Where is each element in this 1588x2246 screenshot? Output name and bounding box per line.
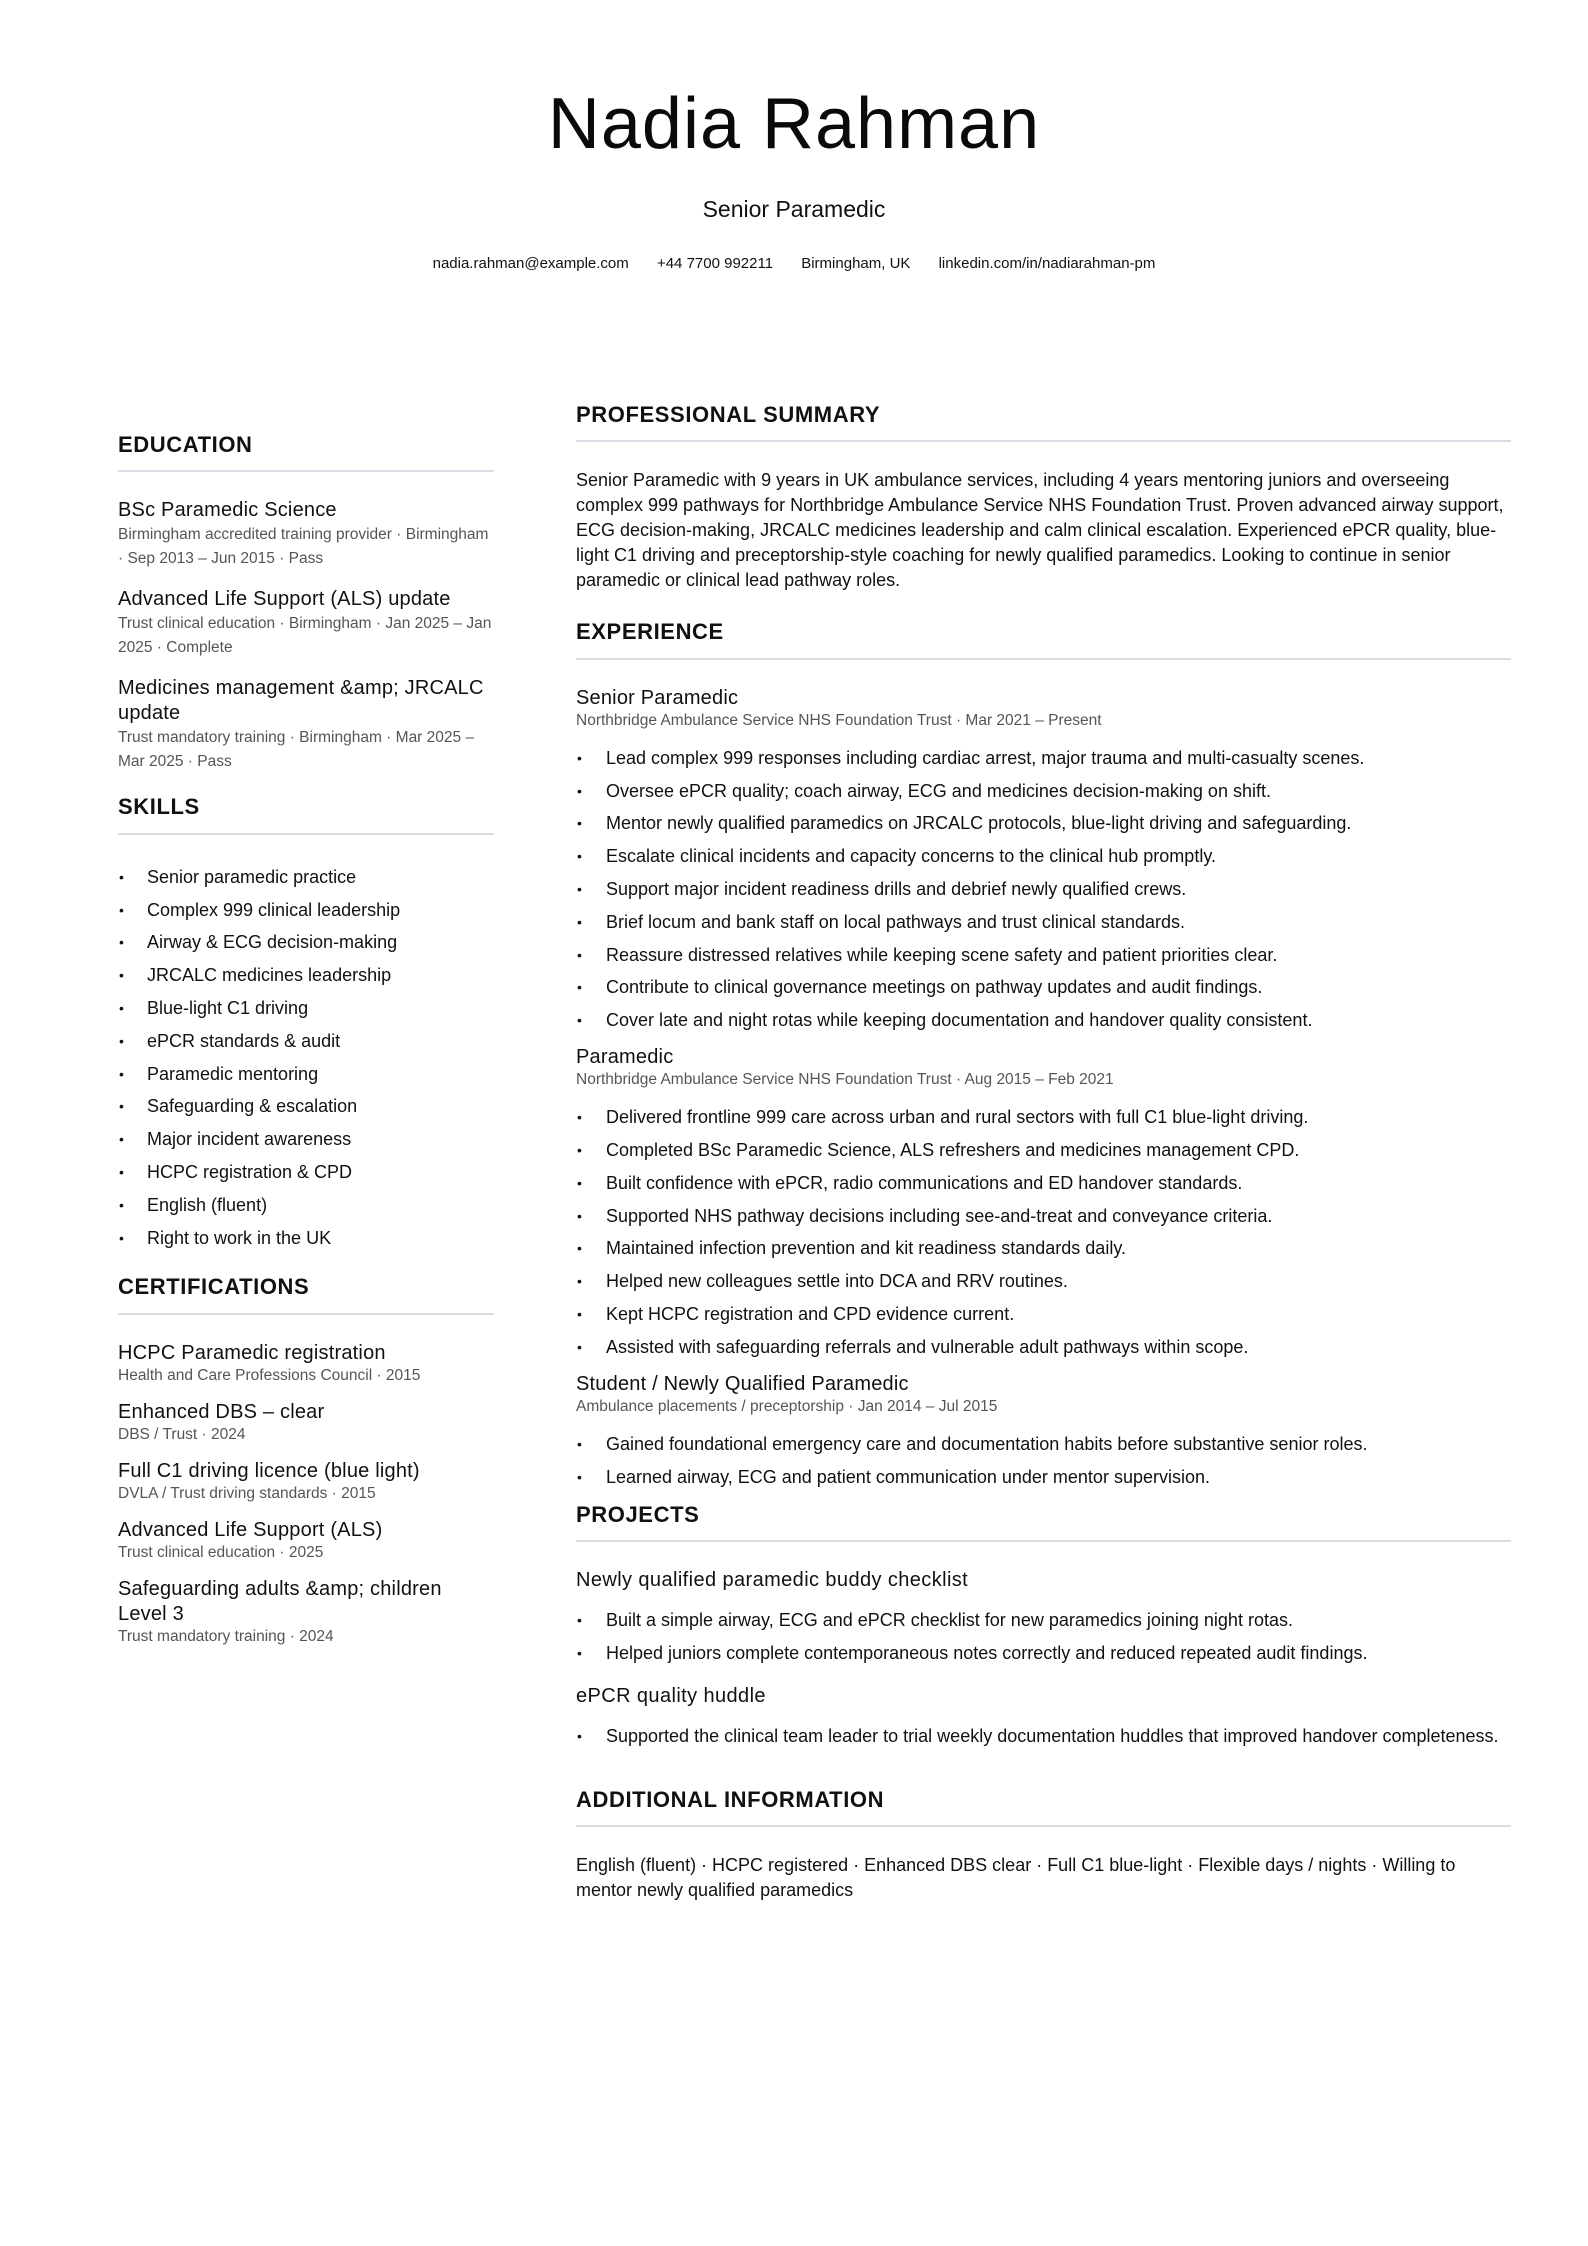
bullet-item: • Delivered frontline 999 care across urban and rural sectors with full C1 blue-light driving. — [576, 1105, 1511, 1130]
job-title: Student / Newly Qualified Paramedic — [576, 1372, 909, 1395]
bullet-item: • Completed BSc Paramedic Science, ALS refreshers and medicines management CPD. — [576, 1138, 1511, 1163]
additional-text: English (fluent) · HCPC registered · Enhanced DBS clear · Full C1 blue-light · Flexible days / nights · Willing to mentor newly qualified paramedics — [576, 1855, 1456, 1901]
skill-item: • ePCR standards & audit — [118, 1025, 494, 1058]
section-heading-projects: PROJECTS — [576, 1502, 1511, 1542]
skill-item: • Paramedic mentoring — [118, 1058, 494, 1091]
education-meta: Birmingham accredited training provider · Birmingham · Sep 2013 – Jun 2015 · Pass — [118, 526, 489, 568]
certification-item — [118, 1459, 494, 1504]
education-title: Advanced Life Support (ALS) update — [118, 588, 451, 611]
skills-section — [118, 794, 494, 1254]
summary-section — [576, 402, 1511, 593]
certification-meta: DVLA / Trust driving standards · 2015 — [118, 1484, 376, 1502]
contact-email[interactable]: nadia.rahman@example.com — [432, 255, 629, 272]
skill-item: • Major incident awareness — [118, 1123, 494, 1156]
certification-meta: Trust clinical education · 2025 — [118, 1543, 324, 1561]
bullet-item: • Supported the clinical team leader to trial weekly documentation huddles that improved handover completeness. — [576, 1724, 1511, 1749]
projects-section — [576, 1502, 1511, 1749]
skills-list — [118, 861, 494, 1255]
experience-section — [576, 619, 1511, 1489]
section-heading-summary: PROFESSIONAL SUMMARY — [576, 402, 1511, 442]
certification-item — [118, 1400, 494, 1445]
bullet-item: • Contribute to clinical governance meetings on pathway updates and audit findings. — [576, 975, 1511, 1000]
bullet-item: • Cover late and night rotas while keeping documentation and handover quality consistent. — [576, 1008, 1511, 1033]
certification-meta: Health and Care Professions Council · 2015 — [118, 1366, 421, 1384]
skill-item: • JRCALC medicines leadership — [118, 959, 494, 992]
project-entry — [576, 1568, 1511, 1666]
certification-title: Safeguarding adults &amp; children Level 3 — [118, 1577, 442, 1625]
certification-title: HCPC Paramedic registration — [118, 1341, 386, 1364]
education-item — [118, 676, 494, 774]
education-meta: Trust mandatory training · Birmingham · Mar 2025 – Mar 2025 · Pass — [118, 729, 475, 771]
section-heading-education: EDUCATION — [118, 432, 494, 472]
job-meta: Ambulance placements / preceptorship · Jan 2014 – Jul 2015 — [576, 1397, 998, 1415]
job-title: Paramedic — [576, 1046, 674, 1069]
bullet-item: • Support major incident readiness drills and debrief newly qualified crews. — [576, 877, 1511, 902]
certification-title: Full C1 driving licence (blue light) — [118, 1459, 420, 1482]
education-meta: Trust clinical education · Birmingham · Jan 2025 – Jan 2025 · Complete — [118, 615, 492, 657]
job-entry — [576, 1372, 1511, 1490]
certifications-section — [118, 1274, 494, 1646]
candidate-name: Nadia Rahman — [547, 84, 1041, 164]
bullet-item: • Maintained infection prevention and kit readiness standards daily. — [576, 1236, 1511, 1261]
contact-linkedin[interactable]: linkedin.com/in/nadiarahman-pm — [938, 255, 1156, 272]
education-item — [118, 498, 494, 571]
job-entry — [576, 686, 1511, 1033]
bullet-item: • Learned airway, ECG and patient communication under mentor supervision. — [576, 1465, 1511, 1490]
certification-title: Advanced Life Support (ALS) — [118, 1518, 383, 1541]
bullet-item: • Reassure distressed relatives while keeping scene safety and patient priorities clear. — [576, 943, 1511, 968]
bullet-item: • Escalate clinical incidents and capacity concerns to the clinical hub promptly. — [576, 844, 1511, 869]
bullet-item: • Built confidence with ePCR, radio communications and ED handover standards. — [576, 1171, 1511, 1196]
education-section — [118, 432, 494, 774]
job-bullets — [576, 1105, 1511, 1360]
job-entry — [576, 1045, 1511, 1360]
left-column — [118, 432, 494, 1667]
job-title: Senior Paramedic — [576, 686, 739, 709]
skill-item: • English (fluent) — [118, 1189, 494, 1222]
bullet-item: • Mentor newly qualified paramedics on JRCALC protocols, blue-light driving and safeguarding. — [576, 811, 1511, 836]
bullet-item: • Brief locum and bank staff on local pathways and trust clinical standards. — [576, 910, 1511, 935]
bullet-item: • Helped juniors complete contemporaneous notes correctly and reduced repeated audit findings. — [576, 1641, 1511, 1666]
skill-item: • Right to work in the UK — [118, 1222, 494, 1255]
certification-item — [118, 1341, 494, 1386]
education-item — [118, 587, 494, 660]
certification-item — [118, 1577, 494, 1647]
candidate-title: Senior Paramedic — [702, 196, 886, 222]
job-bullets — [576, 1432, 1511, 1490]
education-title: BSc Paramedic Science — [118, 499, 337, 522]
education-title: Medicines management &amp; JRCALC update — [118, 677, 484, 725]
skill-item: • Senior paramedic practice — [118, 861, 494, 894]
section-heading-certifications: CERTIFICATIONS — [118, 1274, 494, 1314]
certification-meta: Trust mandatory training · 2024 — [118, 1627, 334, 1645]
bullet-item: • Kept HCPC registration and CPD evidence current. — [576, 1302, 1511, 1327]
additional-section — [576, 1787, 1511, 1903]
bullet-item: • Assisted with safeguarding referrals and vulnerable adult pathways within scope. — [576, 1335, 1511, 1360]
contact-location: Birmingham, UK — [801, 255, 911, 272]
bullet-item: • Gained foundational emergency care and documentation habits before substantive senior roles. — [576, 1432, 1511, 1457]
skill-item: • Safeguarding & escalation — [118, 1090, 494, 1123]
contact-phone[interactable]: +44 7700 992211 — [656, 255, 774, 272]
bullet-item: • Helped new colleagues settle into DCA and RRV routines. — [576, 1269, 1511, 1294]
project-bullets — [576, 1608, 1511, 1666]
section-heading-additional: ADDITIONAL INFORMATION — [576, 1787, 1511, 1827]
bullet-item: • Oversee ePCR quality; coach airway, ECG and medicines decision-making on shift. — [576, 779, 1511, 804]
project-entry — [576, 1684, 1511, 1749]
project-bullets — [576, 1724, 1511, 1749]
job-bullets — [576, 746, 1511, 1033]
certification-item — [118, 1518, 494, 1563]
skill-item: • Complex 999 clinical leadership — [118, 894, 494, 927]
skill-item: • Blue-light C1 driving — [118, 992, 494, 1025]
section-heading-skills: SKILLS — [118, 794, 494, 834]
certification-meta: DBS / Trust · 2024 — [118, 1425, 246, 1443]
summary-text: Senior Paramedic with 9 years in UK ambulance services, including 4 years mentoring juniors and overseeing complex 999 pathways for Northbridge Ambulance Service NHS Foundation Trust. Proven advanced airway support, ECG decision-making, JRCALC medicines leadership and calm clinical escalation. Experienced ePCR quality, blue-light C1 driving and preceptorship-style coaching for newly qualified paramedics. Looking to continue in senior paramedic or clinical lead pathway roles. — [576, 470, 1504, 591]
certification-title: Enhanced DBS – clear — [118, 1400, 325, 1423]
job-meta: Northbridge Ambulance Service NHS Foundation Trust · Mar 2021 – Present — [576, 711, 1102, 729]
bullet-item: • Built a simple airway, ECG and ePCR checklist for new paramedics joining night rotas. — [576, 1608, 1511, 1633]
skill-item: • Airway & ECG decision-making — [118, 926, 494, 959]
section-heading-experience: EXPERIENCE — [576, 619, 1511, 659]
project-title: Newly qualified paramedic buddy checklist — [576, 1568, 969, 1591]
project-title: ePCR quality huddle — [576, 1684, 766, 1707]
bullet-item: • Supported NHS pathway decisions including see-and-treat and conveyance criteria. — [576, 1204, 1511, 1229]
bullet-item: • Lead complex 999 responses including cardiac arrest, major trauma and multi-casualty scenes. — [576, 746, 1511, 771]
skill-item: • HCPC registration & CPD — [118, 1156, 494, 1189]
right-column — [576, 402, 1511, 1929]
contact-line — [0, 256, 1588, 271]
job-meta: Northbridge Ambulance Service NHS Foundation Trust · Aug 2015 – Feb 2021 — [576, 1071, 1114, 1089]
